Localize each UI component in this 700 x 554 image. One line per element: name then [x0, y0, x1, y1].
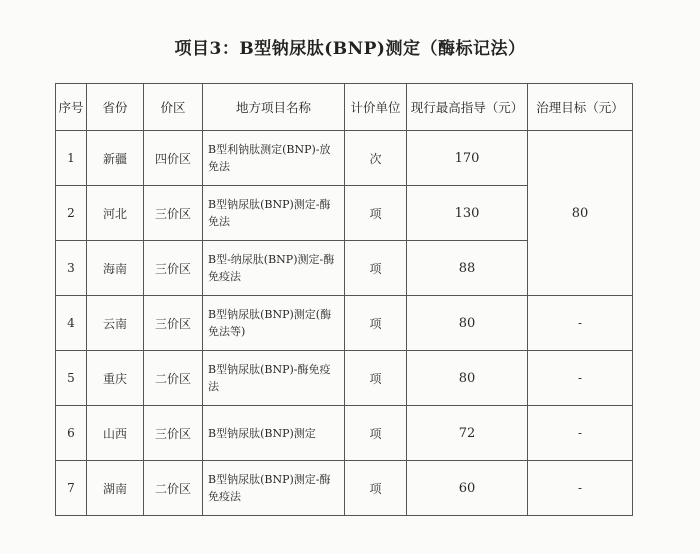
- cell-name: B型钠尿肽(BNP)测定-酶免法: [203, 186, 345, 241]
- cell-seq: 7: [56, 461, 87, 516]
- cell-zone: 二价区: [144, 461, 203, 516]
- cell-zone: 二价区: [144, 351, 203, 406]
- cell-target: -: [528, 461, 633, 516]
- cell-name: B型钠尿肽(BNP)测定(酶免法等): [203, 296, 345, 351]
- cell-unit: 项: [345, 461, 407, 516]
- table-row: [56, 461, 633, 516]
- header-price: 现行最高指导（元）: [407, 84, 528, 131]
- header-unit: 计价单位: [345, 84, 407, 131]
- header-seq: 序号: [56, 84, 87, 131]
- cell-name: B型钠尿肽(BNP)-酶免疫法: [203, 351, 345, 406]
- price-table: [55, 83, 633, 516]
- cell-name: B型钠尿肽(BNP)测定: [203, 406, 345, 461]
- cell-province: 重庆: [87, 351, 144, 406]
- cell-zone: 四价区: [144, 131, 203, 186]
- cell-target: -: [528, 296, 633, 351]
- cell-unit: 项: [345, 241, 407, 296]
- cell-unit: 项: [345, 406, 407, 461]
- cell-seq: 2: [56, 186, 87, 241]
- cell-price: 170: [407, 131, 528, 186]
- table-header-row: [56, 84, 633, 131]
- cell-price: 60: [407, 461, 528, 516]
- cell-price: 88: [407, 241, 528, 296]
- cell-province: 新疆: [87, 131, 144, 186]
- cell-target-merged: 80: [528, 131, 633, 296]
- cell-unit: 项: [345, 351, 407, 406]
- cell-unit: 项: [345, 296, 407, 351]
- cell-target: -: [528, 406, 633, 461]
- cell-name: B型利钠肽测定(BNP)-放免法: [203, 131, 345, 186]
- cell-zone: 三价区: [144, 406, 203, 461]
- header-province: 省份: [87, 84, 144, 131]
- cell-name: B型-纳尿肽(BNP)测定-酶免疫法: [203, 241, 345, 296]
- cell-zone: 三价区: [144, 186, 203, 241]
- table-row: [56, 131, 633, 186]
- cell-name: B型钠尿肽(BNP)测定-酶免疫法: [203, 461, 345, 516]
- cell-province: 山西: [87, 406, 144, 461]
- cell-price: 72: [407, 406, 528, 461]
- page-title: 项目3：B型钠尿肽(BNP)测定（酶标记法）: [174, 39, 526, 59]
- cell-price: 80: [407, 296, 528, 351]
- cell-province: 云南: [87, 296, 144, 351]
- table-row: [56, 406, 633, 461]
- cell-unit: 项: [345, 186, 407, 241]
- cell-seq: 1: [56, 131, 87, 186]
- cell-seq: 5: [56, 351, 87, 406]
- cell-unit: 次: [345, 131, 407, 186]
- cell-province: 海南: [87, 241, 144, 296]
- cell-price: 80: [407, 351, 528, 406]
- table-row: [56, 296, 633, 351]
- cell-province: 河北: [87, 186, 144, 241]
- cell-seq: 3: [56, 241, 87, 296]
- cell-province: 湖南: [87, 461, 144, 516]
- header-zone: 价区: [144, 84, 203, 131]
- cell-zone: 三价区: [144, 241, 203, 296]
- header-name: 地方项目名称: [203, 84, 345, 131]
- cell-seq: 6: [56, 406, 87, 461]
- header-target: 治理目标（元）: [528, 84, 633, 131]
- table-row: [56, 351, 633, 406]
- cell-zone: 三价区: [144, 296, 203, 351]
- cell-target: -: [528, 351, 633, 406]
- cell-seq: 4: [56, 296, 87, 351]
- cell-price: 130: [407, 186, 528, 241]
